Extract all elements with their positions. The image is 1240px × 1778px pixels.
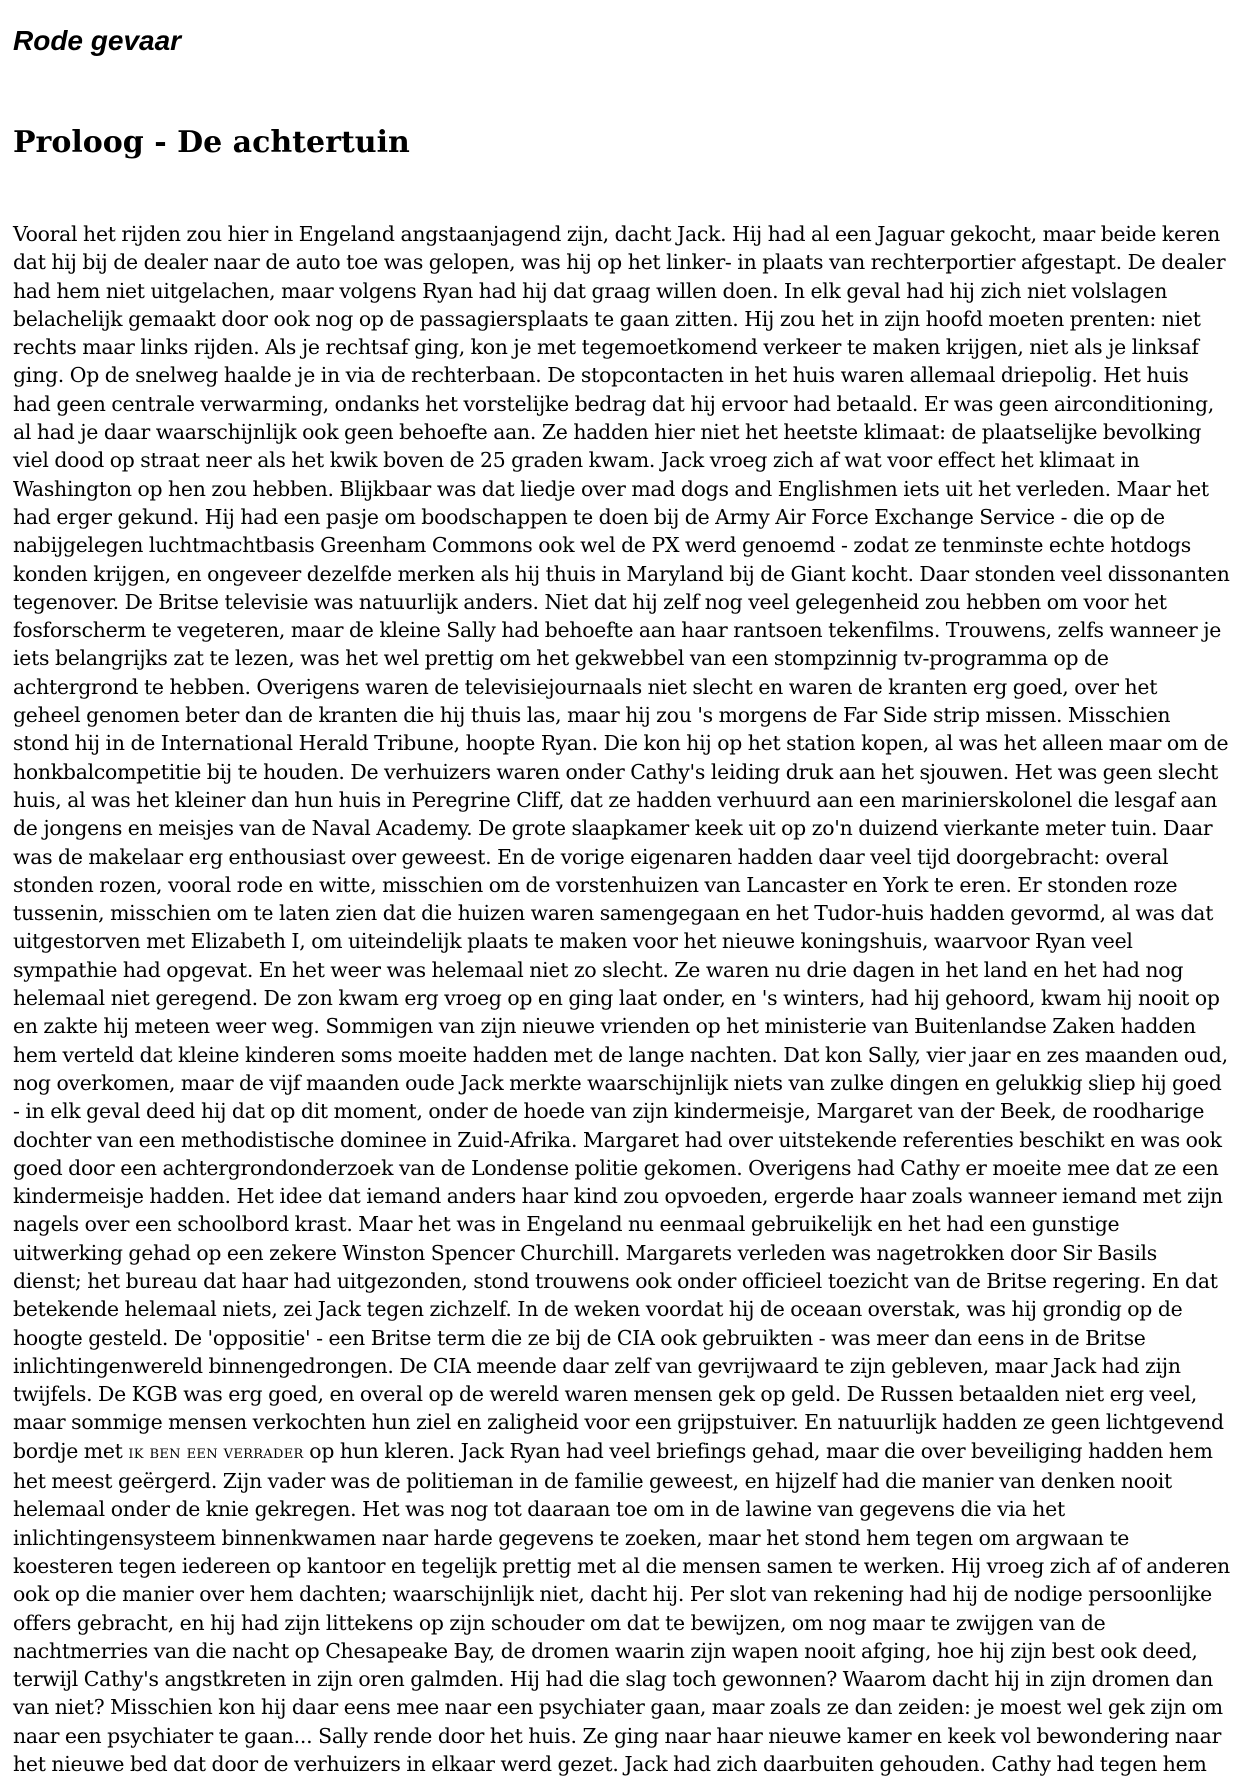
paragraph-text: Vooral het rijden zou hier in Engeland angstaanjagend zijn, dacht Jack. Hij had al een Jaguar gekocht, maar beide keren dat hij bij de dealer naar de auto toe was gelopen, was hij op het linker- in plaats van rechterportier afgestapt. De dealer had hem niet uitgelachen, maar volgens Ryan had hij dat graag willen doen. In elk geval had hij zich niet volslagen belachelijk gemaakt door ook nog op de passagiersplaats te gaan zitten. Hij zou het in zijn hoofd moeten prenten: niet rechts maar links rijden. Als je rechtsaf ging, kon je met tegemoetkomend verkeer te maken krijgen, niet als je linksaf ging. Op de snelweg haalde je in via de rechterbaan. De stopcontacten in het huis waren allemaal driepolig. Het huis had geen centrale verwarming, ondanks het vorstelijke bedrag dat hij ervoor had betaald. Er was geen airconditioning, al had je daar waarschijnlijk ook geen behoefte aan. Ze hadden hier niet het heetste klimaat: de plaatselijke bevolking viel dood op straat neer als het kwik boven de 25 graden kwam. Jack vroeg zich af wat voor effect het klimaat in Washington op hen zou hebben. Blijkbaar was dat liedje over mad dogs and Englishmen iets uit het verleden. Maar het had erger gekund. Hij had een pasje om boodschappen te doen bij de Army Air Force Exchange Service - die op de nabijgelegen luchtmachtbasis Greenham Commons ook wel de PX werd genoemd - zodat ze tenminste echte hotdogs konden krijgen, en ongeveer dezelfde merken als hij thuis in Maryland bij de Giant kocht. Daar stonden veel dissonanten tegenover. De Britse televisie was natuurlijk anders. Niet dat hij zelf nog veel gelegenheid zou hebben om voor het fosforscherm te vegeteren, maar de kleine Sally had behoefte aan haar rantsoen tekenfilms. Trouwens, zelfs wanneer je iets belangrijks zat te lezen, was het wel prettig om het gekwebbel van een stompzinnig tv-programma op de achtergrond te hebben. Overigens waren de televisiejournaals niet slecht en waren de kranten erg goed, over het geheel genomen beter dan de kranten die hij thuis las, maar hij zou 's morgens de Far Side strip missen. Misschien stond hij in de International Herald Tribune, hoopte Ryan. Die kon hij op het station kopen, al was het alleen maar om de honkbalcompetitie bij te houden. De verhuizers waren onder Cathy's leiding druk aan het sjouwen. Het was geen slecht huis, al was het kleiner dan hun huis in Peregrine Cliff, dat ze hadden verhuurd aan een marinierskolonel die lesgaf aan de jongens en meisjes van de Naval Academy. De grote slaapkamer keek uit op zo'n duizend vierkante meter tuin. Daar was de makelaar erg enthousiast over geweest. En de vorige eigenaren hadden daar veel tijd doorgebracht: overal stonden rozen, vooral rode en witte, misschien om de vorstenhuizen van Lancaster en York te eren. Er stonden roze tussenin, misschien om te laten zien dat die huizen waren samengegaan en het Tudor-huis hadden gevormd, al was dat uitgestorven met Elizabeth I, om uiteindelijk plaats te maken voor het nieuwe koningshuis, waarvoor Ryan veel sympathie had opgevat. En het weer was helemaal niet zo slecht. Ze waren nu drie dagen in het land en het had nog helemaal niet geregend. De zon kwam erg vroeg op en ging laat onder, en 's winters, had hij gehoord, kwam hij nooit op en zakte hij meteen weer weg. Sommigen van zijn nieuwe vrienden op het ministerie van Buitenlandse Zaken hadden hem verteld dat kleine kinderen soms moeite hadden met de lange nachten. Dat kon Sally, vier jaar en zes maanden oud, nog overkomen, maar de vijf maanden oude Jack merkte waarschijnlijk niets van zulke dingen en gelukkig sliep hij goed - in elk geval deed hij dat op dit moment, onder de hoede van zijn kindermeisje, Margaret van der Beek, de roodharige dochter van een methodistische dominee in Zuid-Afrika. Margaret had over uitstekende referenties beschikt en was ook goed door een achtergrondonderzoek van de Londense politie gekomen. Overigens had Cathy er moeite mee dat ze een kindermeisje hadden. Het idee dat iemand anders haar kind zou opvoeden, ergerde haar zoals wanneer iemand met zijn nagels over een schoolbord krast. Maar het was in Engeland nu eenmaal gebruikelijk en het had een gunstige uitwerking gehad op een zekere Winston Spencer Churchill. Margarets verleden was nagetrokken door Sir Basils dienst; het bureau dat haar had uitgezonden, stond trouwens ook onder officieel toezicht van de Britse regering. En dat betekende helemaal niets, zei Jack tegen zichzelf. In de weken voordat hij de oceaan overstak, was hij grondig op de hoogte gesteld. De 'oppositie' - een Britse term die ze bij de CIA ook gebruikten - was meer dan eens in de Britse inlichtingenwereld binnengedrongen. De CIA meende daar zelf van gevrijwaard te zijn gebleven, maar Jack had zijn twijfels. De KGB was erg goed, en overal op de wereld waren mensen gek op geld. De Russen betaalden niet erg veel, maar sommige mensen verkochten hun ziel en zaligheid voor een grijpstuiver. En natuurlijk hadden ze geen lichtgevend bordje met [13,222,1230,1463]
body-paragraph [13,220,1230,1778]
book-title: Rode gevaar [13,25,182,56]
small-caps-phrase: ik ben een verrader [128,1441,304,1463]
paragraph-text-continued: op hun kleren. Jack Ryan had veel briefings gehad, maar die over beveiliging hadden hem het meest geërgerd. Zijn vader was de politieman in de familie geweest, en hijzelf had die manier van denken nooit helemaal onder de knie gekregen. Het was nog tot daaraan toe om in de lawine van gegevens die via het inlichtingensysteem binnenkwamen naar harde gegevens te zoeken, maar het stond hem tegen om argwaan te koesteren tegen iedereen op kantoor en tegelijk prettig met al die mensen samen te werken. Hij vroeg zich af of anderen ook op die manier over hem dachten; waarschijnlijk niet, dacht hij. Per slot van rekening had hij de nodige persoonlijke offers gebracht, en hij had zijn littekens op zijn schouder om dat te bewijzen, om nog maar te zwijgen van de nachtmerries van die nacht op Chesapeake Bay, de dromen waarin zijn wapen nooit afging, hoe hij zijn best ook deed, terwijl Cathy's angstkreten in zijn oren galmden. Hij had die slag toch gewonnen? Waarom dacht hij in zijn dromen dan van niet? Misschien kon hij daar eens mee naar een psychiater gaan, maar zoals ze dan zeiden: je moest wel gek zijn om naar een psychiater te gaan... Sally rende door het huis. Ze ging naar haar nieuwe kamer en keek vol bewondering naar het nieuwe bed dat door de verhuizers in elkaar werd gezet. Jack had zich daarbuiten gehouden. Cathy had tegen hem [13,1438,1230,1777]
chapter-title: Proloog - De achtertuin [13,125,410,160]
